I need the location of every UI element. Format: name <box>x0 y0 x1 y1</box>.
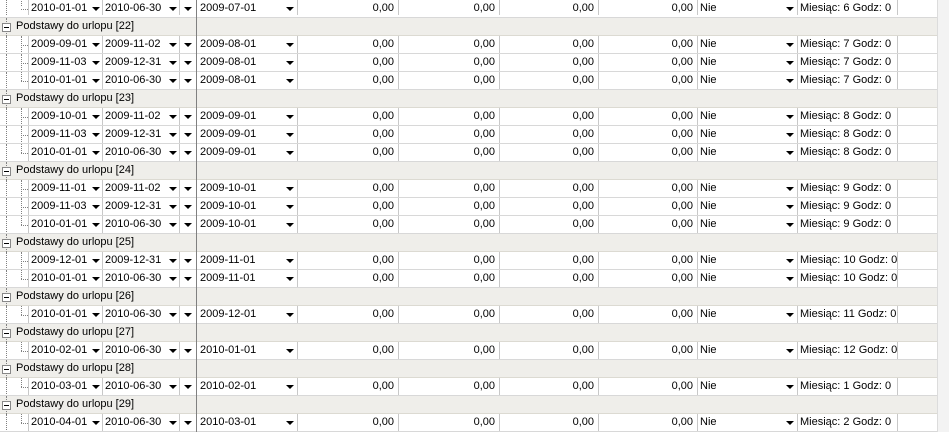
date-from-cell[interactable]: 2010-02-01 <box>31 344 88 356</box>
date-to-dropdown-icon[interactable] <box>169 7 177 11</box>
amount-1-cell[interactable]: 0,00 <box>372 218 394 230</box>
base-month-dropdown-icon[interactable] <box>286 115 294 119</box>
date-to-cell[interactable]: 2010-06-30 <box>105 146 162 158</box>
row-dropdown-icon[interactable] <box>184 259 192 263</box>
amount-4-cell[interactable]: 0,00 <box>671 380 693 392</box>
row-cells <box>0 252 949 270</box>
amount-4-cell[interactable]: 0,00 <box>671 254 693 266</box>
table-row <box>0 108 949 126</box>
flag-cell[interactable]: Nie <box>700 416 717 428</box>
flag-dropdown-icon[interactable] <box>786 187 794 191</box>
amount-2-cell[interactable]: 0,00 <box>473 56 495 68</box>
date-to-dropdown-icon[interactable] <box>169 115 177 119</box>
period-info-cell: Miesiąc: 8 Godz: 0 <box>800 146 892 158</box>
date-to-dropdown-icon[interactable] <box>169 43 177 47</box>
period-info-cell: Miesiąc: 9 Godz: 0 <box>800 218 892 230</box>
date-from-cell[interactable]: 2009-11-03 <box>31 128 87 140</box>
base-month-cell[interactable]: 2009-10-01 <box>200 200 257 212</box>
flag-dropdown-icon[interactable] <box>786 133 794 137</box>
base-month-cell[interactable]: 2009-08-01 <box>200 56 257 68</box>
flag-dropdown-icon[interactable] <box>786 151 794 155</box>
flag-dropdown-icon[interactable] <box>786 421 794 425</box>
base-month-cell[interactable]: 2009-10-01 <box>200 218 257 230</box>
date-to-cell[interactable]: 2010-06-30 <box>105 272 162 284</box>
date-from-dropdown-icon[interactable] <box>92 133 100 137</box>
table-row <box>0 378 949 396</box>
base-month-dropdown-icon[interactable] <box>286 133 294 137</box>
amount-2-cell[interactable]: 0,00 <box>473 74 495 86</box>
flag-dropdown-icon[interactable] <box>786 79 794 83</box>
period-info-cell: Miesiąc: 1 Godz: 0 <box>800 380 892 392</box>
date-to-cell[interactable]: 2009-12-31 <box>105 254 162 266</box>
row-cells <box>0 126 949 144</box>
amount-4-cell[interactable]: 0,00 <box>671 56 693 68</box>
date-from-cell[interactable]: 2010-01-01 <box>31 272 88 284</box>
row-dropdown-icon[interactable] <box>184 79 192 83</box>
flag-dropdown-icon[interactable] <box>786 313 794 317</box>
amount-1-cell[interactable]: 0,00 <box>372 416 394 428</box>
date-from-cell[interactable]: 2010-04-01 <box>31 416 88 428</box>
period-info-cell: Miesiąc: 10 Godz: 0 <box>800 254 897 266</box>
date-from-dropdown-icon[interactable] <box>92 385 100 389</box>
collapse-toggle-icon[interactable] <box>2 95 11 104</box>
flag-cell[interactable]: Nie <box>700 74 717 86</box>
date-from-dropdown-icon[interactable] <box>92 313 100 317</box>
date-from-dropdown-icon[interactable] <box>92 7 100 11</box>
group-row[interactable] <box>0 396 949 414</box>
flag-cell[interactable]: Nie <box>700 344 717 356</box>
group-label: Podstawy do urlopu [29] <box>16 398 135 410</box>
row-cells <box>0 198 949 216</box>
amount-4-cell[interactable]: 0,00 <box>671 308 693 320</box>
period-info-cell: Miesiąc: 11 Godz: 0 <box>800 308 897 320</box>
period-info-cell: Miesiąc: 2 Godz: 0 <box>800 416 892 428</box>
base-month-dropdown-icon[interactable] <box>286 277 294 281</box>
date-from-dropdown-icon[interactable] <box>92 43 100 47</box>
group-row[interactable] <box>0 360 949 378</box>
table-row <box>0 306 949 324</box>
row-dropdown-icon[interactable] <box>184 385 192 389</box>
flag-dropdown-icon[interactable] <box>786 259 794 263</box>
collapse-toggle-icon[interactable] <box>2 167 11 176</box>
row-dropdown-icon[interactable] <box>184 223 192 227</box>
table-row <box>0 180 949 198</box>
group-row[interactable] <box>0 162 949 180</box>
group-label: Podstawy do urlopu [26] <box>16 290 135 302</box>
amount-1-cell[interactable]: 0,00 <box>372 146 394 158</box>
row-cells <box>0 216 949 234</box>
period-info-cell: Miesiąc: 7 Godz: 0 <box>800 56 892 68</box>
amount-2-cell[interactable]: 0,00 <box>473 38 495 50</box>
amount-2-cell[interactable]: 0,00 <box>473 200 495 212</box>
row-dropdown-icon[interactable] <box>184 277 192 281</box>
flag-cell[interactable]: Nie <box>700 2 717 14</box>
amount-2-cell[interactable]: 0,00 <box>473 182 495 194</box>
row-cells <box>0 342 949 360</box>
amount-1-cell[interactable]: 0,00 <box>372 110 394 122</box>
amount-2-cell[interactable]: 0,00 <box>473 272 495 284</box>
flag-cell[interactable]: Nie <box>700 146 717 158</box>
amount-1-cell[interactable]: 0,00 <box>372 56 394 68</box>
base-month-dropdown-icon[interactable] <box>286 61 294 65</box>
date-to-cell[interactable]: 2010-06-30 <box>105 380 162 392</box>
amount-1-cell[interactable]: 0,00 <box>372 128 394 140</box>
base-month-dropdown-icon[interactable] <box>286 79 294 83</box>
date-to-dropdown-icon[interactable] <box>169 133 177 137</box>
amount-4-cell[interactable]: 0,00 <box>671 74 693 86</box>
amount-1-cell[interactable]: 0,00 <box>372 182 394 194</box>
amount-3-cell[interactable]: 0,00 <box>572 380 594 392</box>
period-info-cell: Miesiąc: 8 Godz: 0 <box>800 110 892 122</box>
amount-2-cell[interactable]: 0,00 <box>473 2 495 14</box>
row-dropdown-icon[interactable] <box>184 349 192 353</box>
collapse-toggle-icon[interactable] <box>2 401 11 410</box>
date-to-dropdown-icon[interactable] <box>169 61 177 65</box>
table-row <box>0 144 949 162</box>
flag-dropdown-icon[interactable] <box>786 349 794 353</box>
date-from-cell[interactable]: 2009-11-01 <box>31 182 87 194</box>
group-label: Podstawy do urlopu [22] <box>16 20 135 32</box>
table-row <box>0 270 949 288</box>
flag-dropdown-icon[interactable] <box>786 385 794 389</box>
date-to-dropdown-icon[interactable] <box>169 223 177 227</box>
group-label: Podstawy do urlopu [25] <box>16 236 135 248</box>
amount-3-cell[interactable]: 0,00 <box>572 146 594 158</box>
amount-2-cell[interactable]: 0,00 <box>473 416 495 428</box>
amount-1-cell[interactable]: 0,00 <box>372 38 394 50</box>
flag-cell[interactable]: Nie <box>700 272 717 284</box>
row-cells <box>0 180 949 198</box>
amount-3-cell[interactable]: 0,00 <box>572 2 594 14</box>
date-to-dropdown-icon[interactable] <box>169 79 177 83</box>
date-from-cell[interactable]: 2010-01-01 <box>31 146 88 158</box>
date-from-dropdown-icon[interactable] <box>92 223 100 227</box>
row-dropdown-icon[interactable] <box>184 7 192 11</box>
amount-3-cell[interactable]: 0,00 <box>572 272 594 284</box>
amount-4-cell[interactable]: 0,00 <box>671 128 693 140</box>
base-month-cell[interactable]: 2009-08-01 <box>200 38 257 50</box>
base-month-cell[interactable]: 2010-03-01 <box>200 416 257 428</box>
flag-dropdown-icon[interactable] <box>786 223 794 227</box>
amount-3-cell[interactable]: 0,00 <box>572 182 594 194</box>
base-month-cell[interactable]: 2009-08-01 <box>200 74 257 86</box>
row-dropdown-icon[interactable] <box>184 133 192 137</box>
row-cells <box>0 144 949 162</box>
flag-cell[interactable]: Nie <box>700 182 717 194</box>
date-from-cell[interactable]: 2009-11-03 <box>31 200 87 212</box>
amount-3-cell[interactable]: 0,00 <box>572 110 594 122</box>
base-month-dropdown-icon[interactable] <box>286 223 294 227</box>
amount-4-cell[interactable]: 0,00 <box>671 218 693 230</box>
base-month-cell[interactable]: 2009-09-01 <box>200 146 257 158</box>
flag-cell[interactable]: Nie <box>700 308 717 320</box>
date-to-dropdown-icon[interactable] <box>169 385 177 389</box>
base-month-dropdown-icon[interactable] <box>286 43 294 47</box>
base-month-dropdown-icon[interactable] <box>286 385 294 389</box>
row-cells <box>0 378 949 396</box>
row-cells <box>0 54 949 72</box>
date-to-cell[interactable]: 2010-06-30 <box>105 218 162 230</box>
base-month-cell[interactable]: 2009-11-01 <box>200 272 256 284</box>
base-month-cell[interactable]: 2009-12-01 <box>200 308 257 320</box>
flag-dropdown-icon[interactable] <box>786 43 794 47</box>
amount-2-cell[interactable]: 0,00 <box>473 254 495 266</box>
amount-2-cell[interactable]: 0,00 <box>473 110 495 122</box>
date-to-cell[interactable]: 2010-06-30 <box>105 344 162 356</box>
grid-right-edge <box>937 0 949 432</box>
date-to-cell[interactable]: 2010-06-30 <box>105 416 162 428</box>
date-from-dropdown-icon[interactable] <box>92 259 100 263</box>
date-to-dropdown-icon[interactable] <box>169 313 177 317</box>
group-label: Podstawy do urlopu [24] <box>16 164 135 176</box>
date-from-cell[interactable]: 2010-03-01 <box>31 380 88 392</box>
row-cells <box>0 306 949 324</box>
flag-cell[interactable]: Nie <box>700 200 717 212</box>
amount-3-cell[interactable]: 0,00 <box>572 56 594 68</box>
row-cells <box>0 72 949 90</box>
date-from-dropdown-icon[interactable] <box>92 79 100 83</box>
amount-1-cell[interactable]: 0,00 <box>372 344 394 356</box>
table-row <box>0 36 949 54</box>
base-month-dropdown-icon[interactable] <box>286 187 294 191</box>
period-info-cell: Miesiąc: 7 Godz: 0 <box>800 74 892 86</box>
base-month-dropdown-icon[interactable] <box>286 205 294 209</box>
collapse-toggle-icon[interactable] <box>2 293 11 302</box>
period-info-cell: Miesiąc: 8 Godz: 0 <box>800 128 892 140</box>
flag-dropdown-icon[interactable] <box>786 205 794 209</box>
amount-4-cell[interactable]: 0,00 <box>671 200 693 212</box>
row-dropdown-icon[interactable] <box>184 115 192 119</box>
table-row <box>0 126 949 144</box>
collapse-toggle-icon[interactable] <box>2 239 11 248</box>
flag-cell[interactable]: Nie <box>700 218 717 230</box>
flag-dropdown-icon[interactable] <box>786 61 794 65</box>
base-month-dropdown-icon[interactable] <box>286 151 294 155</box>
row-cells <box>0 36 949 54</box>
amount-4-cell[interactable]: 0,00 <box>671 146 693 158</box>
date-from-dropdown-icon[interactable] <box>92 187 100 191</box>
row-dropdown-icon[interactable] <box>184 43 192 47</box>
base-month-cell[interactable]: 2009-10-01 <box>200 182 257 194</box>
flag-dropdown-icon[interactable] <box>786 7 794 11</box>
row-dropdown-icon[interactable] <box>184 187 192 191</box>
flag-cell[interactable]: Nie <box>700 380 717 392</box>
date-from-dropdown-icon[interactable] <box>92 205 100 209</box>
date-to-cell[interactable]: 2010-06-30 <box>105 308 162 320</box>
row-cells <box>0 414 949 432</box>
amount-3-cell[interactable]: 0,00 <box>572 38 594 50</box>
date-from-cell[interactable]: 2010-01-01 <box>31 74 88 86</box>
row-cells <box>0 270 949 288</box>
row-dropdown-icon[interactable] <box>184 151 192 155</box>
amount-1-cell[interactable]: 0,00 <box>372 308 394 320</box>
amount-1-cell[interactable]: 0,00 <box>372 272 394 284</box>
amount-1-cell[interactable]: 0,00 <box>372 2 394 14</box>
row-dropdown-icon[interactable] <box>184 205 192 209</box>
amount-2-cell[interactable]: 0,00 <box>473 380 495 392</box>
amount-4-cell[interactable]: 0,00 <box>671 344 693 356</box>
row-cells <box>0 0 949 18</box>
base-month-cell[interactable]: 2009-09-01 <box>200 128 257 140</box>
period-info-cell: Miesiąc: 7 Godz: 0 <box>800 38 892 50</box>
date-to-cell[interactable]: 2009-11-02 <box>105 182 161 194</box>
amount-2-cell[interactable]: 0,00 <box>473 344 495 356</box>
date-from-cell[interactable]: 2009-10-01 <box>31 110 88 122</box>
group-row[interactable] <box>0 18 949 36</box>
table-row <box>0 0 949 18</box>
group-row[interactable] <box>0 324 949 342</box>
amount-4-cell[interactable]: 0,00 <box>671 2 693 14</box>
date-from-cell[interactable]: 2010-01-01 <box>31 308 88 320</box>
date-from-dropdown-icon[interactable] <box>92 115 100 119</box>
row-dropdown-icon[interactable] <box>184 313 192 317</box>
base-month-dropdown-icon[interactable] <box>286 421 294 425</box>
period-info-cell: Miesiąc: 10 Godz: 0 <box>800 272 897 284</box>
date-from-dropdown-icon[interactable] <box>92 61 100 65</box>
date-to-dropdown-icon[interactable] <box>169 205 177 209</box>
date-to-cell[interactable]: 2009-12-31 <box>105 200 162 212</box>
flag-dropdown-icon[interactable] <box>786 115 794 119</box>
group-row[interactable] <box>0 288 949 306</box>
flag-dropdown-icon[interactable] <box>786 277 794 281</box>
date-to-cell[interactable]: 2009-12-31 <box>105 56 162 68</box>
row-cells <box>0 108 949 126</box>
period-info-cell: Miesiąc: 6 Godz: 0 <box>800 2 892 14</box>
base-month-cell[interactable]: 2010-02-01 <box>200 380 257 392</box>
flag-cell[interactable]: Nie <box>700 128 717 140</box>
date-to-dropdown-icon[interactable] <box>169 151 177 155</box>
table-row <box>0 72 949 90</box>
date-from-cell[interactable]: 2010-01-01 <box>31 218 88 230</box>
group-row[interactable] <box>0 234 949 252</box>
group-label: Podstawy do urlopu [23] <box>16 92 135 104</box>
flag-cell[interactable]: Nie <box>700 38 717 50</box>
flag-cell[interactable]: Nie <box>700 56 717 68</box>
date-to-dropdown-icon[interactable] <box>169 421 177 425</box>
date-to-dropdown-icon[interactable] <box>169 187 177 191</box>
date-from-dropdown-icon[interactable] <box>92 151 100 155</box>
frozen-column-divider <box>196 0 197 432</box>
collapse-toggle-icon[interactable] <box>2 365 11 374</box>
amount-2-cell[interactable]: 0,00 <box>473 218 495 230</box>
date-from-dropdown-icon[interactable] <box>92 349 100 353</box>
group-label: Podstawy do urlopu [28] <box>16 362 135 374</box>
date-from-cell[interactable]: 2009-11-03 <box>31 56 87 68</box>
amount-4-cell[interactable]: 0,00 <box>671 182 693 194</box>
table-row <box>0 414 949 432</box>
base-month-dropdown-icon[interactable] <box>286 313 294 317</box>
period-info-cell: Miesiąc: 9 Godz: 0 <box>800 200 892 212</box>
group-row[interactable] <box>0 90 949 108</box>
base-month-cell[interactable]: 2009-07-01 <box>200 2 257 14</box>
date-to-dropdown-icon[interactable] <box>169 277 177 281</box>
date-to-cell[interactable]: 2010-06-30 <box>105 74 162 86</box>
amount-4-cell[interactable]: 0,00 <box>671 38 693 50</box>
collapse-toggle-icon[interactable] <box>2 329 11 338</box>
collapse-toggle-icon[interactable] <box>2 23 11 32</box>
date-to-cell[interactable]: 2010-06-30 <box>105 2 162 14</box>
date-from-cell[interactable]: 2009-09-01 <box>31 38 88 50</box>
date-to-cell[interactable]: 2009-11-02 <box>105 38 161 50</box>
amount-1-cell[interactable]: 0,00 <box>372 200 394 212</box>
period-info-cell: Miesiąc: 9 Godz: 0 <box>800 182 892 194</box>
group-label: Podstawy do urlopu [27] <box>16 326 135 338</box>
amount-3-cell[interactable]: 0,00 <box>572 308 594 320</box>
row-dropdown-icon[interactable] <box>184 421 192 425</box>
flag-cell[interactable]: Nie <box>700 110 717 122</box>
amount-1-cell[interactable]: 0,00 <box>372 74 394 86</box>
date-to-dropdown-icon[interactable] <box>169 259 177 263</box>
date-from-cell[interactable]: 2010-01-01 <box>31 2 88 14</box>
amount-4-cell[interactable]: 0,00 <box>671 272 693 284</box>
amount-3-cell[interactable]: 0,00 <box>572 344 594 356</box>
amount-2-cell[interactable]: 0,00 <box>473 308 495 320</box>
base-month-dropdown-icon[interactable] <box>286 7 294 11</box>
amount-3-cell[interactable]: 0,00 <box>572 416 594 428</box>
amount-4-cell[interactable]: 0,00 <box>671 110 693 122</box>
amount-3-cell[interactable]: 0,00 <box>572 200 594 212</box>
amount-1-cell[interactable]: 0,00 <box>372 254 394 266</box>
table-row <box>0 216 949 234</box>
base-month-dropdown-icon[interactable] <box>286 349 294 353</box>
table-row <box>0 54 949 72</box>
period-info-cell: Miesiąc: 12 Godz: 0 <box>800 344 897 356</box>
amount-2-cell[interactable]: 0,00 <box>473 128 495 140</box>
row-dropdown-icon[interactable] <box>184 61 192 65</box>
table-row <box>0 198 949 216</box>
date-to-cell[interactable]: 2009-11-02 <box>105 110 161 122</box>
date-to-cell[interactable]: 2009-12-31 <box>105 128 162 140</box>
date-to-dropdown-icon[interactable] <box>169 349 177 353</box>
amount-3-cell[interactable]: 0,00 <box>572 254 594 266</box>
base-month-dropdown-icon[interactable] <box>286 259 294 263</box>
base-month-cell[interactable]: 2010-01-01 <box>200 344 257 356</box>
date-from-dropdown-icon[interactable] <box>92 421 100 425</box>
base-month-cell[interactable]: 2009-09-01 <box>200 110 257 122</box>
amount-1-cell[interactable]: 0,00 <box>372 380 394 392</box>
date-from-cell[interactable]: 2009-12-01 <box>31 254 88 266</box>
amount-4-cell[interactable]: 0,00 <box>671 416 693 428</box>
table-row <box>0 252 949 270</box>
amount-3-cell[interactable]: 0,00 <box>572 218 594 230</box>
amount-3-cell[interactable]: 0,00 <box>572 128 594 140</box>
base-month-cell[interactable]: 2009-11-01 <box>200 254 256 266</box>
flag-cell[interactable]: Nie <box>700 254 717 266</box>
amount-3-cell[interactable]: 0,00 <box>572 74 594 86</box>
table-row <box>0 342 949 360</box>
amount-2-cell[interactable]: 0,00 <box>473 146 495 158</box>
date-from-dropdown-icon[interactable] <box>92 277 100 281</box>
